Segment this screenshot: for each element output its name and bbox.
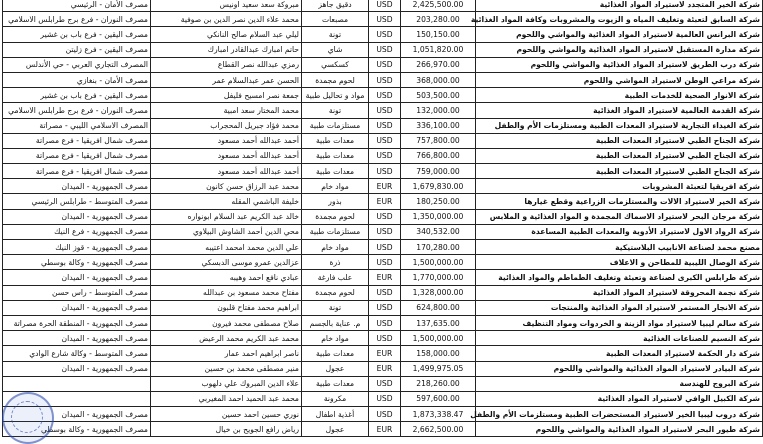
company-name-cell: مصنع محمد لصناعة الانابيب البلاستيكية (476, 240, 763, 255)
table-row (3, 103, 763, 118)
currency-cell: USD (369, 407, 401, 422)
company-name-cell: شركة الغيداء التجارية لاستيراد المعدات الطبية ومستلزمات الأم والطفل (476, 118, 763, 133)
bank-cell: مصرف الجمهورية - وكالة بوسطي (3, 422, 151, 437)
bank-cell: مصرف اليقين - فرع باب بن غشير (3, 88, 151, 103)
currency-cell: EUR (369, 194, 401, 209)
goods-cell: شاي (302, 42, 369, 57)
table-row (3, 179, 763, 194)
goods-cell: دقيق جاهز (302, 0, 369, 12)
goods-cell: أغذية اطفال (302, 407, 369, 422)
bank-cell: مصرف شمال افريقيا - فرع مصراتة (3, 164, 151, 179)
applicant-name-cell: علاء الدين المبروك علي دلهوب (151, 376, 302, 391)
amount-cell: 2,425,500.00 (401, 0, 476, 12)
company-name-cell: شركة البيادر لاستيراد المواد الغذائية والمواشي واللحوم (476, 361, 763, 376)
table-row (3, 0, 763, 12)
company-name-cell: شركة الخير المتجدد لاستيراد المواد الغذائية (476, 0, 763, 12)
applicant-name-cell: محمد عبد الكريم محمد الرعيض (151, 331, 302, 346)
goods-cell: معدات طبية (302, 164, 369, 179)
table-row (3, 240, 763, 255)
applicant-name-cell: حاتم امبارك عبدالقادر امبارك (151, 42, 302, 57)
company-name-cell: شركة الرواد الاول لاستيراد الأدوية والمعدات الطبية المساعدة (476, 224, 763, 239)
bank-cell: مصرف الجمهورية - الميدان (3, 209, 151, 224)
bank-cell: مصرف الجمهورية - الميدان (3, 407, 151, 422)
amount-cell: 1,770,000.00 (401, 270, 476, 285)
applicant-name-cell: محمد عبد الرزاق حسن كانون (151, 179, 302, 194)
amount-cell: 1,350,000.00 (401, 209, 476, 224)
applicant-name-cell: محمد عبد الحميد احمد المغيربي (151, 391, 302, 406)
company-name-cell: شركة البرانس العالمية لاستيراد المواد الغذائية والمواشي واللحوم (476, 27, 763, 42)
currency-cell: USD (369, 315, 401, 330)
applicant-name-cell: الحسن عمر عبدالسلام عمر (151, 72, 302, 87)
table-row (3, 224, 763, 239)
applicant-name-cell: أحمد عبدالله أحمد مسعود (151, 133, 302, 148)
bank-cell: مصرف النوران - فرع برج طرابلس الاسلامي (3, 103, 151, 118)
currency-cell: USD (369, 331, 401, 346)
currency-cell: USD (369, 391, 401, 406)
company-name-cell: شركة مرجان البحر لاستيراد الاسماك المجمدة و المواد الغذائية و الملابس (476, 209, 763, 224)
bank-cell: مصرف الجمهورية - الميدان (3, 331, 151, 346)
goods-cell: مواد خام (302, 179, 369, 194)
currency-cell: USD (369, 240, 401, 255)
currency-cell: USD (369, 0, 401, 12)
goods-cell: لحوم مجمدة (302, 72, 369, 87)
amount-cell: 137,635.00 (401, 315, 476, 330)
bank-cell (3, 376, 151, 391)
currency-cell: USD (369, 42, 401, 57)
goods-cell: ذرة (302, 255, 369, 270)
applicant-name-cell: محي الدين أحمد الشاوش البيلاوي (151, 224, 302, 239)
goods-cell: مواد خام (302, 331, 369, 346)
table-row (3, 255, 763, 270)
bank-cell: مصرف الجمهورية - الميدان (3, 300, 151, 315)
amount-cell: 2,662,500.00 (401, 422, 476, 437)
currency-cell: EUR (369, 270, 401, 285)
goods-cell: مصبعات (302, 12, 369, 27)
amount-cell: 1,500,000.00 (401, 331, 476, 346)
amount-cell: 203,280.00 (401, 12, 476, 27)
goods-cell: تونة (302, 300, 369, 315)
company-name-cell: شركة الخير لاستيراد الالات والمستلزمات الزراعية وقطع غيارها (476, 194, 763, 209)
company-name-cell: شركة نجمة المحروقة لاستيراد المواد الغذائية (476, 285, 763, 300)
table-row (3, 376, 763, 391)
bank-cell: مصرف الأمان - الرئيسي (3, 0, 151, 12)
applicant-name-cell: جمعة نصر امسيح فليفل (151, 88, 302, 103)
company-name-cell: شركة الجناح الطبي لاستيراد المعدات الطبية (476, 148, 763, 163)
company-name-cell: شركة مراعي الوطن لاستيراد المواشي واللحوم (476, 72, 763, 87)
currency-cell: USD (369, 376, 401, 391)
company-name-cell: شركة السابق لتعبئة وتغليف المياه و الزيوت والمشروبات وكافة المواد الغذائية (476, 12, 763, 27)
currency-cell: USD (369, 88, 401, 103)
goods-cell: مكرونة (302, 391, 369, 406)
bank-cell: المصرف الاسلامي الليبي - مصراتة (3, 118, 151, 133)
company-name-cell: شركة الجناح الطبي لاستيراد المعدات الطبية (476, 133, 763, 148)
official-stamp (2, 392, 54, 444)
bank-cell: مصرف اليقين - فرع باب بن غشير (3, 27, 151, 42)
applicant-name-cell: خليفة الباشمي المقله (151, 194, 302, 209)
applicant-name-cell: عزالدين عمرو موسى الدبسكي (151, 255, 302, 270)
goods-cell: تونة (302, 27, 369, 42)
bank-cell: مصرف الجمهورية - المنطقة الحرة مصراتة (3, 315, 151, 330)
goods-cell: كسكسي (302, 57, 369, 72)
goods-cell: لحوم مجمدة (302, 209, 369, 224)
table-row (3, 118, 763, 133)
table-row (3, 346, 763, 361)
company-name-cell: شركة افريقيا لتعبئة المشروبات (476, 179, 763, 194)
table-row (3, 270, 763, 285)
table-row (3, 27, 763, 42)
goods-cell: مستلزمات طبية (302, 118, 369, 133)
bank-cell: مصرف الجمهورية - الميدان (3, 361, 151, 376)
goods-cell: مواد خام (302, 240, 369, 255)
currency-cell: USD (369, 148, 401, 163)
currency-cell: EUR (369, 361, 401, 376)
table-row (3, 57, 763, 72)
applicant-name-cell: رمزي عبدالله نصر القطاع (151, 57, 302, 72)
goods-cell: عجول (302, 361, 369, 376)
bank-cell: مصرف المتوسط - وكالة شارع الوادي (3, 346, 151, 361)
applicant-name-cell: أحمد عبدالله أحمد مسعود (151, 164, 302, 179)
amount-cell: 759,000.00 (401, 164, 476, 179)
currency-cell: USD (369, 285, 401, 300)
table-row (3, 331, 763, 346)
amount-cell: 340,532.00 (401, 224, 476, 239)
goods-cell: مستلزمات طبية (302, 224, 369, 239)
table-row (3, 285, 763, 300)
applicant-name-cell: ليلي عبد السلام صالح النانكي (151, 27, 302, 42)
amount-cell: 1,500,000.00 (401, 255, 476, 270)
goods-cell: عجول (302, 422, 369, 437)
company-name-cell: شركة طرابلس الكبرى لصناعة وتعبئة وتغليف الطماطم والمواد الغذائية (476, 270, 763, 285)
company-name-cell: شركة الانوار الصحية للخدمات الطبية (476, 88, 763, 103)
amount-cell: 132,000.00 (401, 103, 476, 118)
currency-cell: USD (369, 209, 401, 224)
transactions-table (2, 0, 763, 437)
amount-cell: 1,051,820.00 (401, 42, 476, 57)
goods-cell: معدات طبية (302, 148, 369, 163)
table-row (3, 12, 763, 27)
bank-cell: مصرف الأمان - بنغازي (3, 72, 151, 87)
applicant-name-cell: ابراهيم محمد مفتاح قلبون (151, 300, 302, 315)
company-name-cell: شركة الكبيل الوافي لاستيراد المواد الغذائية (476, 391, 763, 406)
currency-cell: USD (369, 72, 401, 87)
amount-cell: 503,500.00 (401, 88, 476, 103)
table-row (3, 42, 763, 57)
applicant-name-cell: محمد فؤاد جبريل المحجراب (151, 118, 302, 133)
goods-cell: بذور (302, 194, 369, 209)
bank-cell: مصرف شمال افريقيا - فرع مصراتة (3, 148, 151, 163)
amount-cell: 1,328,000.00 (401, 285, 476, 300)
table-row (3, 72, 763, 87)
amount-cell: 757,800.00 (401, 133, 476, 148)
amount-cell: 1,873,338.47 (401, 407, 476, 422)
amount-cell: 170,280.00 (401, 240, 476, 255)
currency-cell: USD (369, 118, 401, 133)
company-name-cell: شركة الانجار المستمر لاستيراد المواد الغذائية والمنتجات (476, 300, 763, 315)
amount-cell: 1,679,830.00 (401, 179, 476, 194)
amount-cell: 180,250.00 (401, 194, 476, 209)
company-name-cell: شركة الوصال الليبية للمطاحن و الاعلاف (476, 255, 763, 270)
applicant-name-cell: نوري حسين احمد حسين (151, 407, 302, 422)
amount-cell: 368,000.00 (401, 72, 476, 87)
company-name-cell: شركة طيور البحر لاستيراد المواد الغذائية والمواشي واللحوم (476, 422, 763, 437)
table-row (3, 315, 763, 330)
amount-cell: 150,150.00 (401, 27, 476, 42)
amount-cell: 266,970.00 (401, 57, 476, 72)
applicant-name-cell: أحمد عبدالله أحمد مسعود (151, 148, 302, 163)
applicant-name-cell: محمد المختار سعد امبية (151, 103, 302, 118)
company-name-cell: شركة دار الحكمة لاستيراد المعدات الطبية (476, 346, 763, 361)
bank-cell: مصرف اليقين - فرع زليتن (3, 42, 151, 57)
table-row (3, 148, 763, 163)
company-name-cell: شركة القدمة العالمية لاستيراد المواد الغذائية (476, 103, 763, 118)
company-name-cell: شركة البروج للهندسة (476, 376, 763, 391)
bank-cell: مصرف الجمهورية - الميدان (3, 270, 151, 285)
table-row (3, 300, 763, 315)
applicant-name-cell: صلاح مصطفى محمد فيرون (151, 315, 302, 330)
bank-cell: مصرف المتوسط - طرابلس الرئيسي (3, 194, 151, 209)
currency-cell: EUR (369, 346, 401, 361)
amount-cell: 597,600.00 (401, 391, 476, 406)
goods-cell: معدات طبية (302, 133, 369, 148)
company-name-cell: شركة الجناح الطبي لاستيراد المعدات الطبية (476, 164, 763, 179)
currency-cell: USD (369, 57, 401, 72)
bank-cell: مصرف الجمهورية - قوز النيك (3, 240, 151, 255)
bank-cell: مصرف النوران - فرع برج طرابلس الاسلامي (3, 12, 151, 27)
currency-cell: USD (369, 103, 401, 118)
goods-cell: لحوم مجمدة (302, 285, 369, 300)
applicant-name-cell: خالد عبد الكريم عبد السلام ابونواره (151, 209, 302, 224)
currency-cell: USD (369, 27, 401, 42)
applicant-name-cell: علي الدين محمد امحمد اعتيبه (151, 240, 302, 255)
amount-cell: 158,000.00 (401, 346, 476, 361)
table-row (3, 407, 763, 422)
currency-cell: EUR (369, 422, 401, 437)
company-name-cell: شركة درب الطريق لاستيراد المواد الغذائية والمواشي واللحوم (476, 57, 763, 72)
goods-cell: علب فارغة (302, 270, 369, 285)
table-row (3, 209, 763, 224)
applicant-name-cell: ناصر ابراهيم احمد عمار (151, 346, 302, 361)
goods-cell: مواد و تحاليل طبية (302, 88, 369, 103)
bank-cell: المصرف التجاري العربي - حي الأندلس (3, 57, 151, 72)
table-row (3, 164, 763, 179)
goods-cell: تونة (302, 103, 369, 118)
table-row (3, 194, 763, 209)
amount-cell: 624,800.00 (401, 300, 476, 315)
goods-cell: معدات طبية (302, 376, 369, 391)
currency-cell: USD (369, 224, 401, 239)
applicant-name-cell: محمد علاء الدين نصر الدين بن صوفية (151, 12, 302, 27)
applicant-name-cell: عبادي نافع احمد وهيبه (151, 270, 302, 285)
table-row (3, 422, 763, 437)
company-name-cell: شركة النسيم للصناعات الغذائية (476, 331, 763, 346)
applicant-name-cell: رياض رافع الجويح بن خيال (151, 422, 302, 437)
currency-cell: USD (369, 300, 401, 315)
amount-cell: 766,800.00 (401, 148, 476, 163)
currency-cell: USD (369, 164, 401, 179)
company-name-cell: شركة مدارة المستقبل لاستيراد المواد الغذائية والمواشي واللحوم (476, 42, 763, 57)
applicant-name-cell: مبروكة سعد سعيد اونيس (151, 0, 302, 12)
bank-cell: مصرف شمال افريقيا - فرع مصراتة (3, 133, 151, 148)
bank-cell: مصرف الجمهورية - وكالة بوسطي (3, 255, 151, 270)
amount-cell: 218,260.00 (401, 376, 476, 391)
currency-cell: USD (369, 12, 401, 27)
goods-cell: م. عناية بالجسم (302, 315, 369, 330)
company-name-cell: شركة دروب ليبيا الخير لاستيراد المستحضرات الطبية ومستلزمات الأم والطفل (476, 407, 763, 422)
amount-cell: 336,100.00 (401, 118, 476, 133)
bank-cell: مصرف الجمهورية - الميدان (3, 179, 151, 194)
bank-cell: مصرف الجمهورية - فرع النيك (3, 224, 151, 239)
bank-cell: مصرف المتوسط - راس حسن (3, 285, 151, 300)
applicant-name-cell: منير مصطفى محمد بن حسين (151, 361, 302, 376)
currency-cell: EUR (369, 179, 401, 194)
amount-cell: 1,499,975.05 (401, 361, 476, 376)
currency-cell: USD (369, 133, 401, 148)
company-name-cell: شركة سالم ليبيا لاستيراد مواد الزينة و الخردوات ومواد التنظيف (476, 315, 763, 330)
table-row (3, 88, 763, 103)
table-row (3, 361, 763, 376)
table-row (3, 133, 763, 148)
applicant-name-cell: مفتاح محمد مسعود بن عبدالله (151, 285, 302, 300)
goods-cell: معدات طبية (302, 346, 369, 361)
currency-cell: USD (369, 255, 401, 270)
table-row (3, 391, 763, 406)
